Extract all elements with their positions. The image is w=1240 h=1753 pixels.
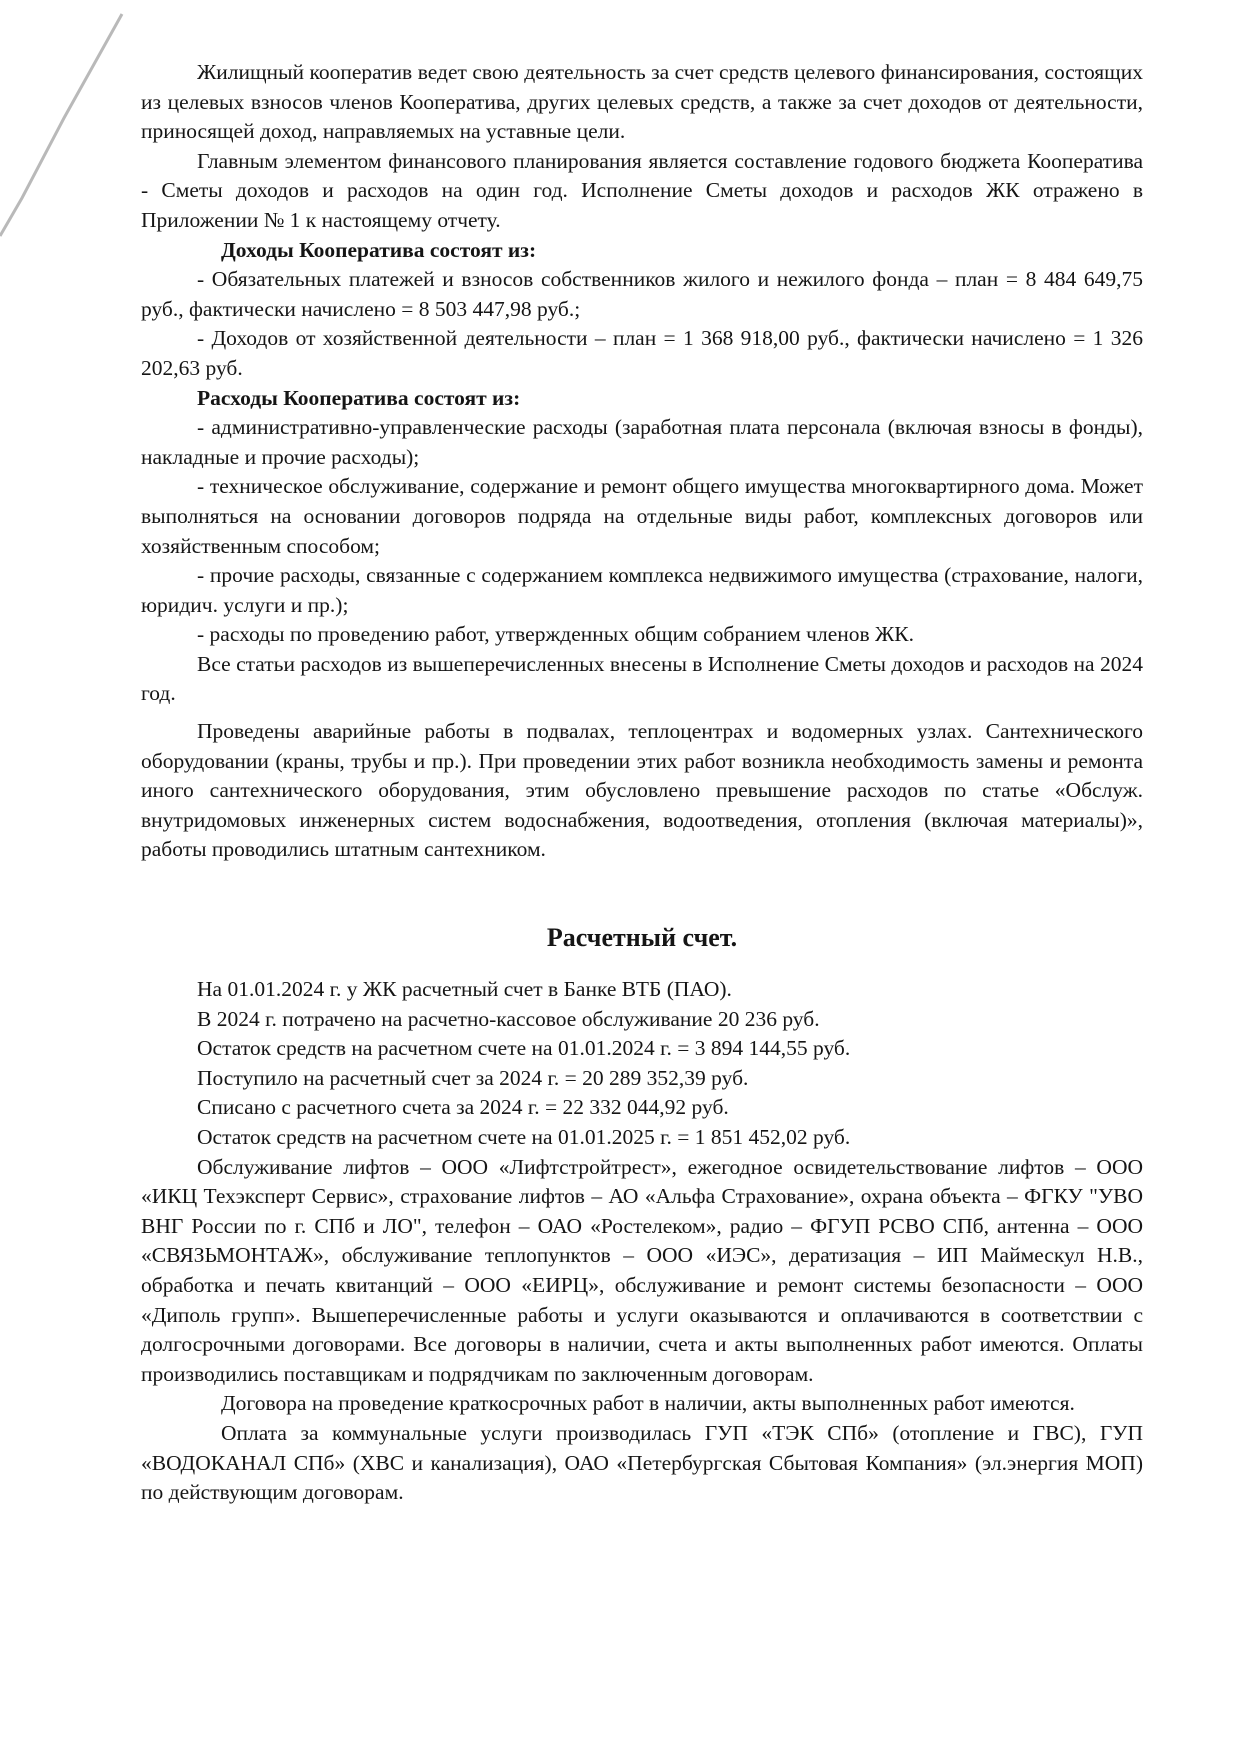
account-line-bank: На 01.01.2024 г. у ЖК расчетный счет в Банке ВТБ (ПАО). [197,977,732,1002]
expense-item-other: - прочие расходы, связанные с содержанием комплекса недвижимого имущества (страхование, налоги, юридич. услуги и пр.); [141,563,1143,617]
expense-item-works: - расходы по проведению работ, утвержденных общим собранием членов ЖК. [197,622,915,647]
document-page [141,58,1143,1508]
paragraph-short-term-contracts: Договора на проведение краткосрочных работ в наличии, акты выполненных работ имеются. [221,1391,1075,1416]
income-item-business: - Доходов от хозяйственной деятельности – план = 1 368 918,00 руб., фактически начислено = 1 326 202,63 руб. [141,326,1143,380]
paragraph-emergency-works: Проведены аварийные работы в подвалах, теплоцентрах и водомерных узлах. Сантехнического оборудовании (краны, трубы и пр.). При проведении этих работ возникла необходимость замены и ремонта иного сантехнического оборудования, этим обусловлено превышение расходов по статье «Обслуж. внутридомовых инженерных систем водоснабжения, водоотведения, отопления (включая материалы)», работы проводились штатным сантехником. [141,719,1143,862]
account-line-closing-balance: Остаток средств на расчетном счете на 01.01.2025 г. = 1 851 452,02 руб. [197,1125,851,1149]
account-line-service-fee: В 2024 г. потрачено на расчетно-кассовое обслуживание 20 236 руб. [197,1006,820,1031]
heading-expenses: Расходы Кооператива состоят из: [197,385,521,410]
paragraph-contractors: Обслуживание лифтов – ООО «Лифтстройтрест», ежегодное освидетельствование лифтов – ООО «ИКЦ Техэксперт Сервис», страхование лифтов – АО «Альфа Страхование», охрана объекта – ФГКУ "УВО ВНГ России по г. СПб и ЛО", телефон – ОАО «Ростелеком», радио – ФГУП РСВО СПб, антенна – ООО «СВЯЗЬМОНТАЖ», обслуживание теплопунктов – ООО «ИЭС», дератизация – ИП Маймескул Н.В., обработка и печать квитанций – ООО «ЕИРЦ», обслуживание и ремонт системы безопасности – ООО «Диполь групп». Вышеперечисленные работы и услуги оказываются и оплачиваются в соответствии с долгосрочными договорами. Все договоры в наличии, счета и акты выполненных работ имеются. Оплаты производились поставщикам и подрядчикам по заключенным договорам. [141,1154,1143,1386]
expense-item-maintenance: - техническое обслуживание, содержание и ремонт общего имущества многоквартирного дома. Может выполняться на основании договоров подряда на отдельные виды работ, комплексных договоров или хозяйственным способом; [141,474,1143,558]
account-line-received: Поступило на расчетный счет за 2024 г. = 20 289 352,39 руб. [197,1065,749,1090]
heading-income: Доходы Кооператива состоят из: [221,237,537,262]
income-item-payments: - Обязательных платежей и взносов собственников жилого и нежилого фонда – план = 8 484 649,75 руб., фактически начислено = 8 503 447,98 руб.; [141,267,1143,321]
paragraph-utilities: Оплата за коммунальные услуги производилась ГУП «ТЭК СПб» (отопление и ГВС), ГУП «ВОДОКАНАЛ СПб» (ХВС и канализация), ОАО «Петербургская Сбытовая Компания» (эл.энергия МОП) по действующим договорам. [141,1420,1143,1505]
paragraph-financing: Жилищный кооператив ведет свою деятельность за счет средств целевого финансирования, состоящих из целевых взносов членов Кооператива, других целевых средств, а также за счет доходов от деятельности, приносящей доход, направляемых на уставные цели. [141,60,1143,144]
account-line-opening-balance: Остаток средств на расчетном счете на 01.01.2024 г. = 3 894 144,55 руб. [197,1036,851,1061]
section-title: Расчетный счет. [546,923,738,953]
expense-item-admin: - административно-управленческие расходы (заработная плата персонала (включая взносы в фонды), накладные и прочие расходы); [141,415,1143,469]
paragraph-budget: Главным элементом финансового планирования является составление годового бюджета Кооператива - Сметы доходов и расходов на один год. Исполнение Сметы доходов и расходов ЖК отражено в Приложении № 1 к настоящему отчету. [141,148,1143,232]
paragraph-all-expenses: Все статьи расходов из вышеперечисленных внесены в Исполнение Сметы доходов и расходов на 2024 год. [141,651,1143,706]
account-line-debited: Списано с расчетного счета за 2024 г. = 22 332 044,92 руб. [197,1095,729,1120]
